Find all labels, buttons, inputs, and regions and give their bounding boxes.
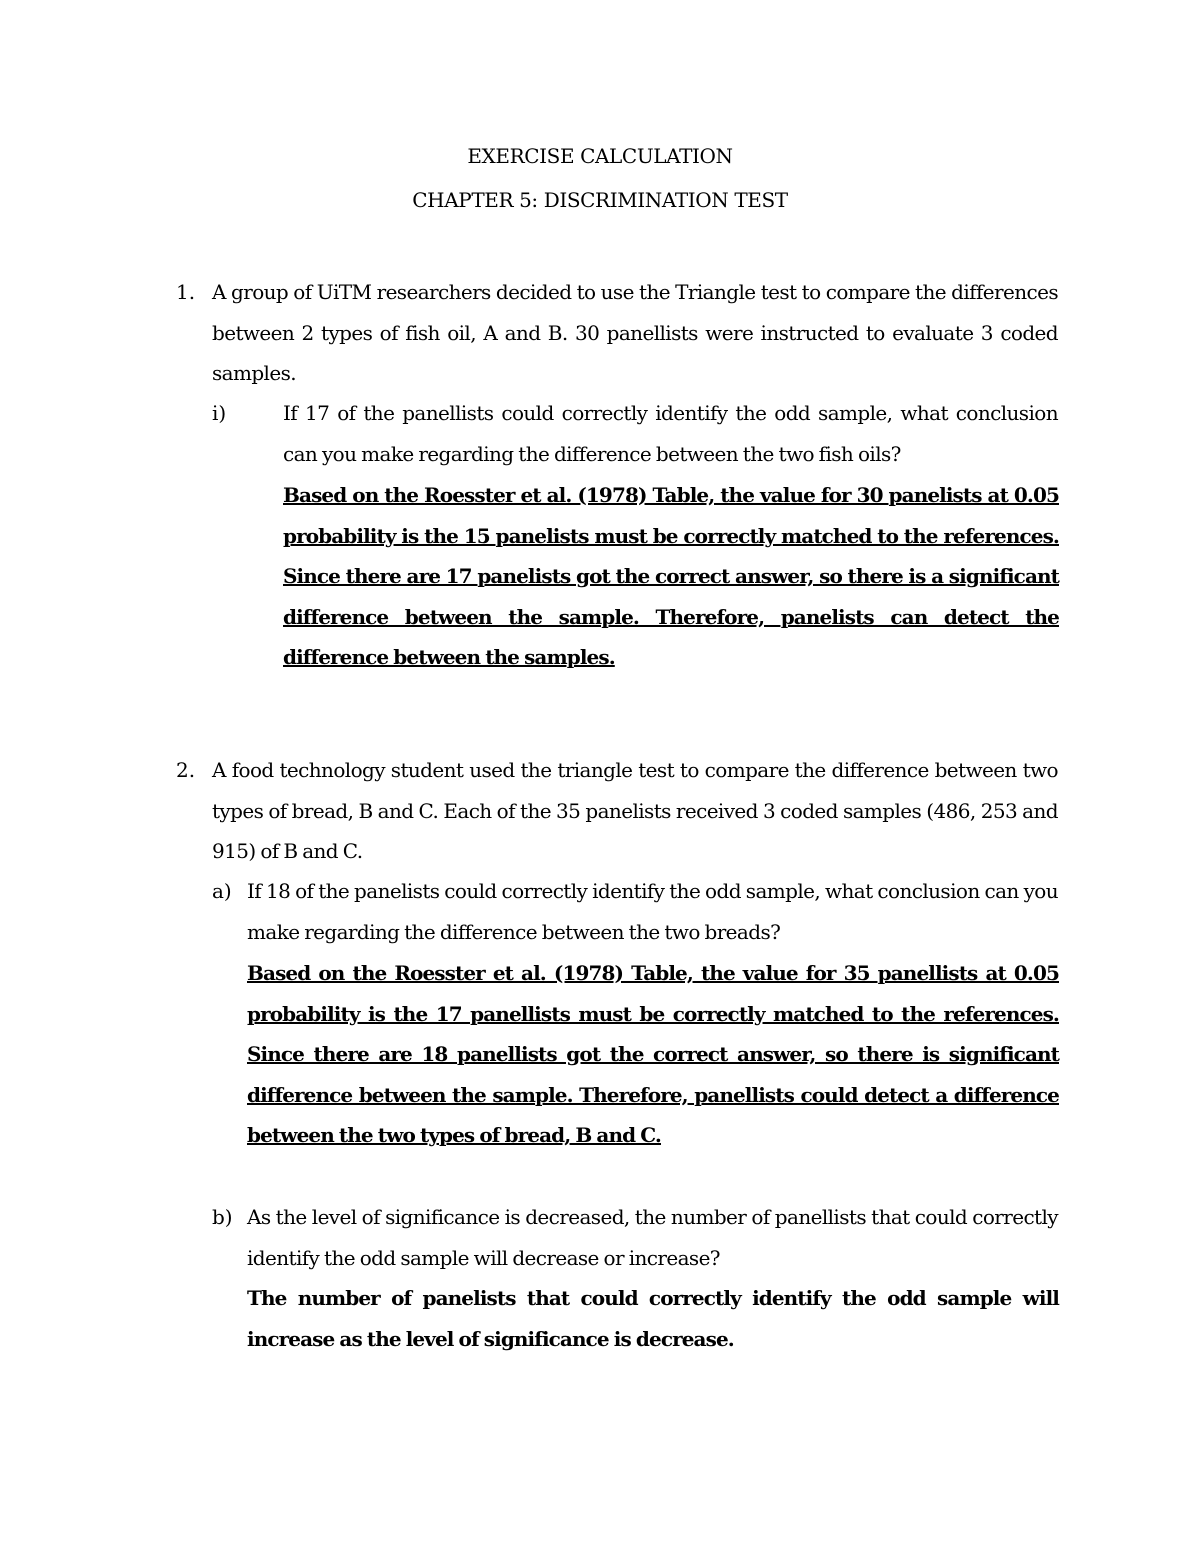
question-2-a-text: If 18 of the panelists could correctly identify the odd sample, what conclusion can you make regarding the difference between the two breads?: [247, 879, 1058, 944]
question-1-number: 1.: [176, 280, 196, 304]
question-2-b-answer-text: The number of panelists that could correctly identify the odd sample will increase as the level of significance is decrease.: [247, 1286, 1059, 1351]
chapter-heading: CHAPTER 5: DISCRIMINATION TEST: [412, 188, 788, 212]
question-2-b-answer: [247, 1278, 1059, 1359]
question-2-b-text: As the level of significance is decreased, the number of panellists that could correctly identify the odd sample will decrease or increase?: [247, 1205, 1058, 1270]
question-1-i-answer-text: Based on the Roesster et al. (1978) Table, the value for 30 panelists at 0.05 probability is the 15 panelists must be correctly matched to the references. Since there are 17 panelists got the correct answer, so there is a significant difference between the sample. Therefore, panelists can detect the difference between the samples.: [283, 483, 1059, 670]
question-2-a-answer-text: Based on the Roesster et al. (1978) Table, the value for 35 panellists at 0.05 probability is the 17 panellists must be correctly matched to the references. Since there are 18 panellists got the correct answer, so there is significant difference between the sample. Therefore, panellists could detect a difference between the two types of bread, B and C.: [247, 961, 1059, 1148]
question-1-text: A group of UiTM researchers decided to use the Triangle test to compare the differences between 2 types of fish oil, A and B. 30 panellists were instructed to evaluate 3 coded samples.: [212, 280, 1058, 386]
question-2-a-number: a): [212, 879, 232, 903]
question-2-number: 2.: [176, 758, 196, 782]
question-1-i-answer: [283, 475, 1059, 678]
question-1-i-number: i): [212, 401, 227, 425]
question-2-a-answer: [247, 953, 1059, 1156]
question-1-i-text: If 17 of the panellists could correctly identify the odd sample, what conclusion can you make regarding the difference between the two fish oils?: [283, 401, 1058, 466]
question-2-b-number: b): [212, 1205, 233, 1229]
document-title: EXERCISE CALCULATION: [467, 144, 733, 168]
question-2-text: A food technology student used the triangle test to compare the difference between two types of bread, B and C. Each of the 35 panelists received 3 coded samples (486, 253 and 915) of B and C.: [212, 758, 1058, 864]
